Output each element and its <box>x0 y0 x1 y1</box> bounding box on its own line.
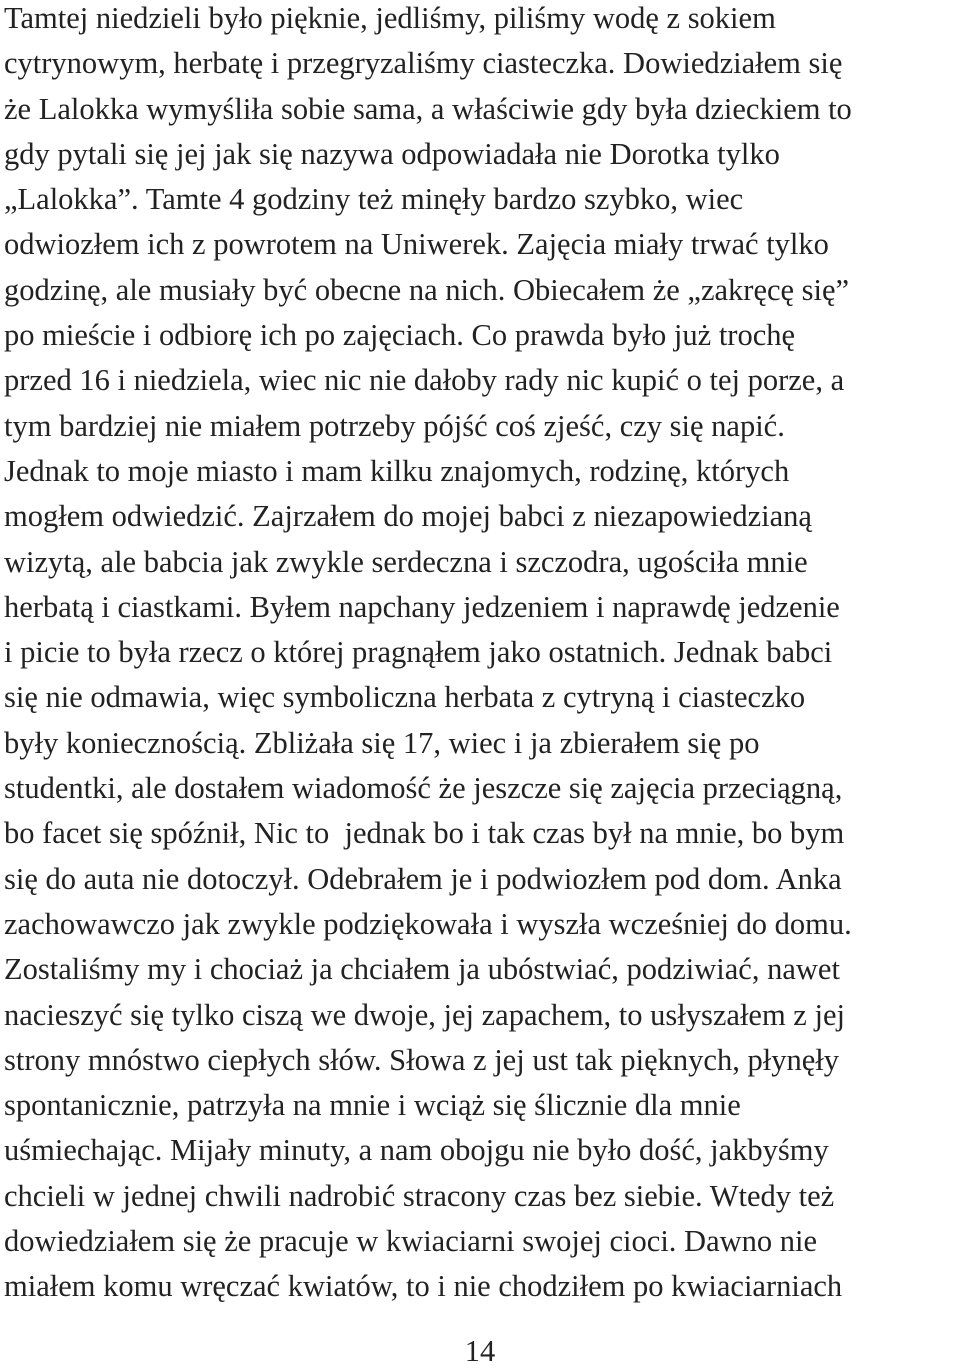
text-line: miałem komu wręczać kwiatów, to i nie chodziłem po kwiaciarniach <box>4 1269 843 1304</box>
text-line: uśmiechając. Mijały minuty, a nam obojgu nie było dość, jakbyśmy <box>4 1133 829 1168</box>
text-line: były koniecznością. Zbliżała się 17, wiec i ja zbierałem się po <box>4 725 760 760</box>
text-line: zachowawczo jak zwykle podziękowała i wyszła wcześniej do domu. <box>4 906 852 941</box>
text-line: nacieszyć się tylko ciszą we dwoje, jej zapachem, to usłyszałem z jej <box>4 997 845 1032</box>
text-line: herbatą i ciastkami. Byłem napchany jedzeniem i naprawdę jedzenie <box>4 589 840 624</box>
text-line: gdy pytali się jej jak się nazywa odpowiadała nie Dorotka tylko <box>4 136 780 171</box>
text-line: Tamtej niedzieli było pięknie, jedliśmy, piliśmy wodę z sokiem <box>4 1 776 35</box>
page-number: 14 <box>464 1334 496 1368</box>
text-line: że Lalokka wymyśliła sobie sama, a właściwie gdy była dzieckiem to <box>4 91 852 126</box>
text-line: spontanicznie, patrzyła na mnie i wciąż się ślicznie dla mnie <box>4 1088 741 1123</box>
text-line: chcieli w jednej chwili nadrobić stracony czas bez siebie. Wtedy też <box>4 1178 835 1213</box>
text-line: tym bardziej nie miałem potrzeby pójść coś zjeść, czy się napić. <box>4 408 785 443</box>
text-line: i picie to była rzecz o której pragnąłem jako ostatnich. Jednak babci <box>4 635 833 670</box>
text-line: przed 16 i niedziela, wiec nic nie dałoby rady nic kupić o tej porze, a <box>4 363 845 398</box>
body-text <box>4 0 960 1310</box>
text-line: Zostaliśmy my i chociaż ja chciałem ja ubóstwiać, podziwiać, nawet <box>4 952 840 987</box>
text-line: studentki, ale dostałem wiadomość że jeszcze się zajęcia przeciągną, <box>4 771 843 806</box>
text-line: „Lalokka”. Tamte 4 godziny też minęły bardzo szybko, wiec <box>4 182 744 217</box>
text-line: dowiedziałem się że pracuje w kwiaciarni swojej cioci. Dawno nie <box>4 1224 818 1259</box>
text-line: bo facet się spóźnił, Nic to jednak bo i tak czas był na mnie, bo bym <box>4 816 845 851</box>
text-line: strony mnóstwo ciepłych słów. Słowa z jej ust tak pięknych, płynęły <box>4 1042 839 1077</box>
text-line: cytrynowym, herbatę i przegryzaliśmy ciasteczka. Dowiedziałem się <box>4 46 843 81</box>
text-line: po mieście i odbiorę ich po zajęciach. Co prawda było już trochę <box>4 318 796 353</box>
text-line: godzinę, ale musiały być obecne na nich. Obiecałem że „zakręcę się” <box>4 272 850 307</box>
text-line: się do auta nie dotoczył. Odebrałem je i podwiozłem pod dom. Anka <box>4 861 842 896</box>
text-line: Jednak to moje miasto i mam kilku znajomych, rodzinę, których <box>4 453 790 488</box>
text-line: odwiozłem ich z powrotem na Uniwerek. Zajęcia miały trwać tylko <box>4 227 829 262</box>
text-line: wizytą, ale babcia jak zwykle serdeczna i szczodra, ugościła mnie <box>4 544 808 579</box>
text-line: się nie odmawia, więc symboliczna herbata z cytryną i ciasteczko <box>4 680 806 715</box>
text-line: mogłem odwiedzić. Zajrzałem do mojej babci z niezapowiedzianą <box>4 499 812 534</box>
